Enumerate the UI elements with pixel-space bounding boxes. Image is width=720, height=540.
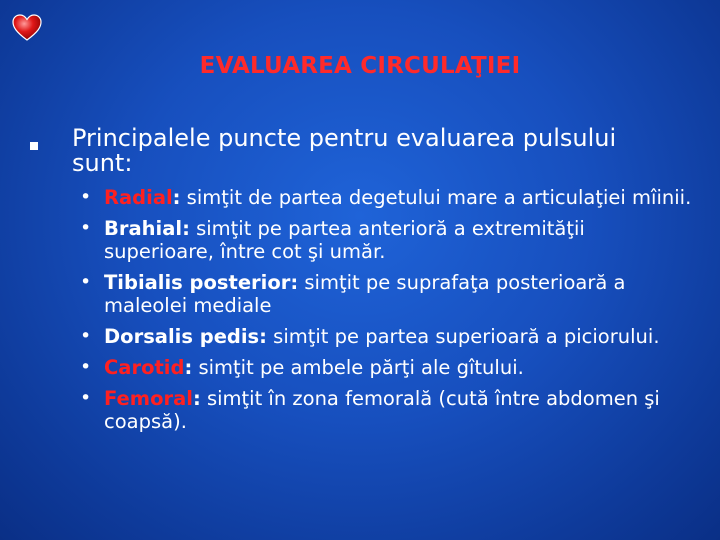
square-bullet-icon: [30, 142, 38, 150]
term-separator: :: [172, 186, 181, 209]
pulse-point-term: Carotid: [104, 356, 185, 379]
round-bullet-icon: •: [80, 217, 92, 239]
round-bullet-icon: •: [80, 387, 92, 409]
term-separator: :: [184, 356, 193, 379]
list-item: [80, 271, 700, 317]
list-item: [80, 356, 700, 379]
pulse-point-description: simţit pe partea anterioră a extremităţii superioare, între cot şi umăr.: [104, 217, 585, 263]
pulse-point-term: Tibialis posterior:: [104, 271, 299, 294]
pulse-point-term: Radial: [104, 186, 173, 209]
pulse-point-term: Dorsalis pedis:: [104, 325, 267, 348]
heart-icon: [12, 14, 42, 42]
main-bullet-text: Principalele puncte pentru evaluarea pulsului sunt:: [72, 124, 617, 177]
round-bullet-icon: •: [80, 186, 92, 208]
list-item: [80, 387, 700, 433]
pulse-point-description: simţit pe suprafaţa posterioară a maleolei mediale: [104, 271, 626, 317]
pulse-point-description: simţit de partea degetului mare a articulaţiei mîinii.: [180, 186, 692, 209]
list-item: [80, 325, 700, 348]
pulse-point-term: Femoral: [104, 387, 193, 410]
term-separator: :: [182, 217, 190, 240]
round-bullet-icon: •: [80, 356, 92, 378]
pulse-point-description: simţit pe ambele părţi ale gîtului.: [192, 356, 524, 379]
pulse-point-description: simţit în zona femorală (cută între abdomen şi coapsă).: [104, 387, 660, 433]
pulse-point-description: simţit pe partea superioară a piciorului.: [266, 325, 660, 348]
term-separator: :: [192, 387, 201, 410]
pulse-point-term: Brahial: [104, 217, 183, 240]
list-item: [80, 217, 700, 263]
pulse-point-list: [80, 186, 700, 441]
slide-title: EVALUAREA CIRCULAŢIEI: [199, 53, 521, 79]
round-bullet-icon: •: [80, 325, 92, 347]
round-bullet-icon: •: [80, 271, 92, 293]
list-item: [80, 186, 700, 209]
